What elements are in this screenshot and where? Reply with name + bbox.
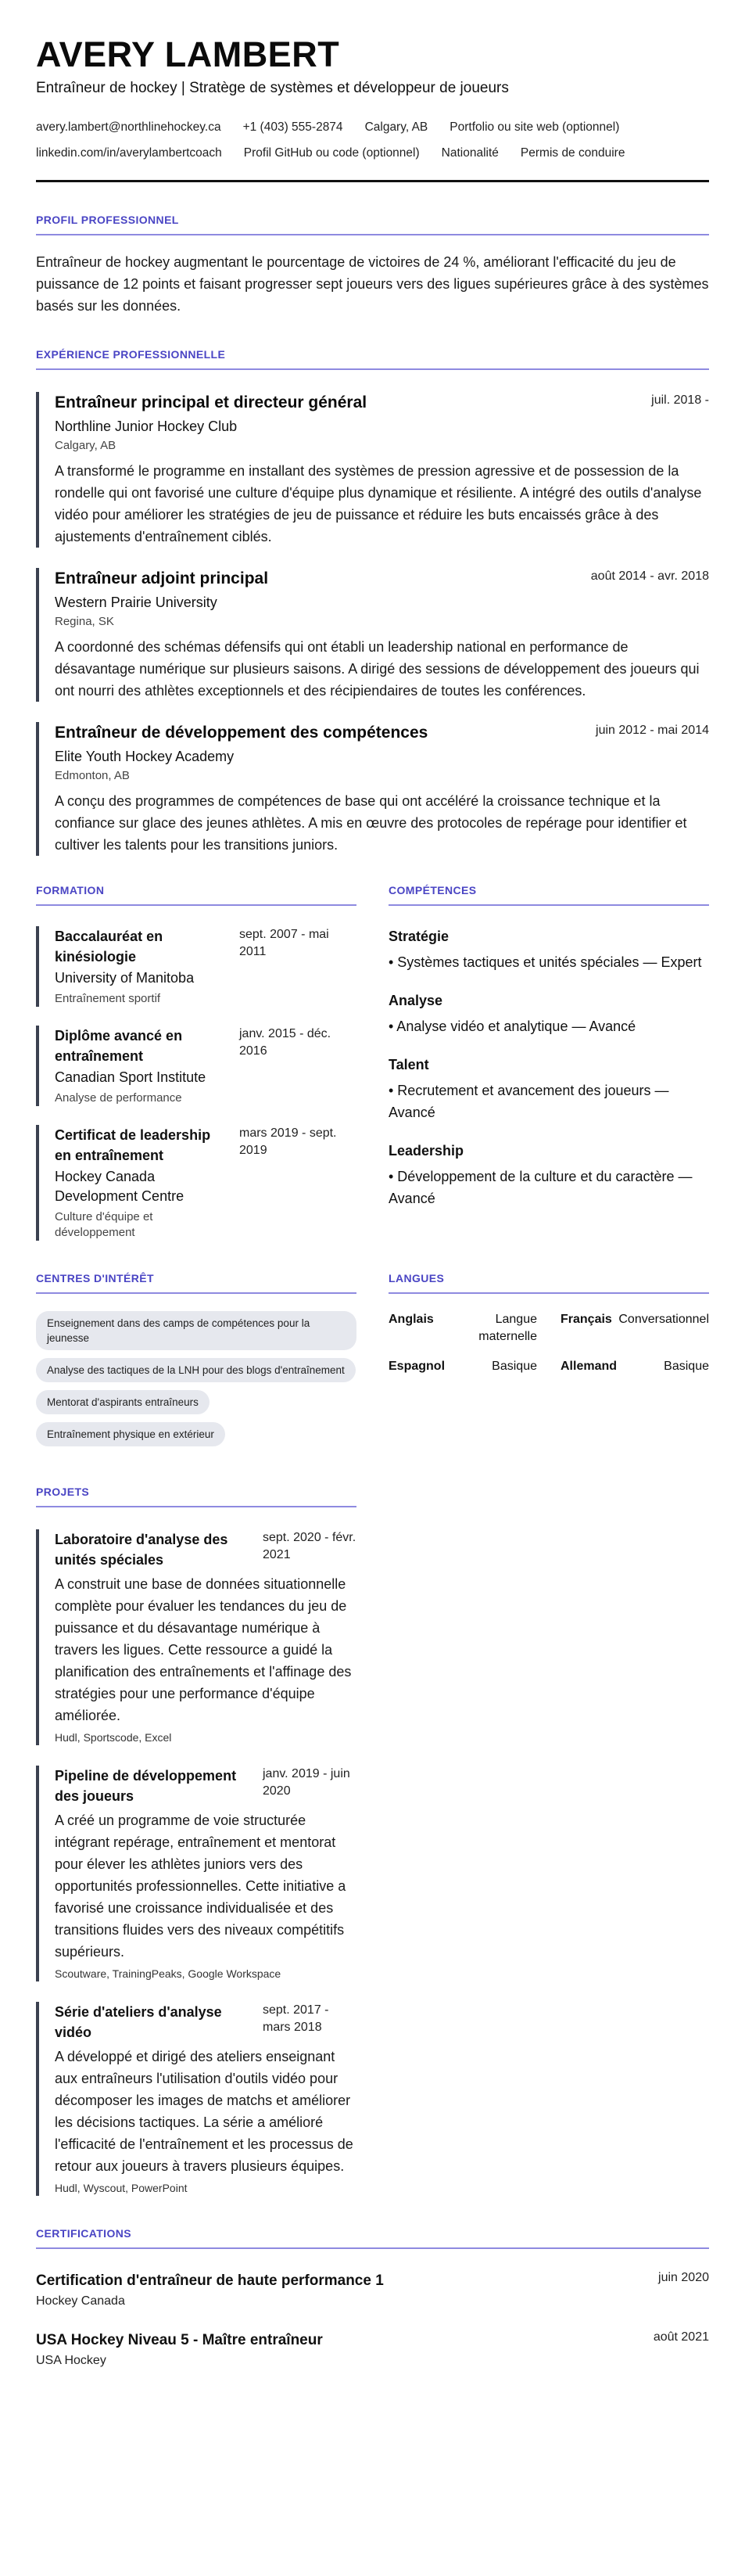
job-description: A coordonné des schémas défensifs qui ont établi un leadership national en performance de désavantage numérique sur plusieurs saisons. A dirigé des sessions de développement des joueurs qui ont nourri des athlètes exceptionnels et des récipiendaires de toutes les conférences. <box>55 639 700 699</box>
languages-section <box>389 1272 709 1454</box>
field-of-study: Entraînement sportif <box>55 992 161 1005</box>
certification-title: USA Hockey Niveau 5 - Maître entraîneur <box>36 2332 323 2348</box>
language-entry <box>561 1311 709 1345</box>
project-entry <box>36 1529 356 1745</box>
contact-email[interactable]: avery.lambert@northlinehockey.ca <box>36 120 221 134</box>
interest-tag: Mentorat d'aspirants entraîneurs <box>36 1390 210 1414</box>
section-title: PROFIL PROFESSIONNEL <box>36 214 709 235</box>
degree-title: Baccalauréat en kinésiologie <box>55 929 163 965</box>
project-entry <box>36 2002 356 2196</box>
project-title: Pipeline de développement des joueurs <box>55 1768 237 1804</box>
job-dates: août 2014 - avr. 2018 <box>590 569 709 583</box>
project-description: A développé et dirigé des ateliers enseignant aux entraîneurs l'utilisation d'outils vidéo pour décomposer les images de matchs et améliorer les décisions tactiques. La série a amélioré l'efficacité de l'entraînement et les processus de retour aux joueurs à travers plusieurs équipes. <box>55 2049 353 2174</box>
certification-date: août 2021 <box>653 2330 709 2344</box>
project-dates: janv. 2019 - juin 2020 <box>263 1767 350 1798</box>
job-dates: juil. 2018 - <box>651 393 709 407</box>
job-title: Entraîneur principal et directeur général <box>55 393 367 411</box>
education-section <box>36 884 356 1241</box>
interest-tag: Enseignement dans des camps de compétences pour la jeunesse <box>36 1311 356 1350</box>
summary-text: Entraîneur de hockey augmentant le pourcentage de victoires de 24 %, améliorant l'efficacité du jeu de puissance de 12 points et faisant progresser sept joueurs vers des ligues supérieures grâce à des systèmes basés sur les données. <box>36 254 709 314</box>
summary-section <box>36 214 709 317</box>
degree-title: Diplôme avancé en entraînement <box>55 1028 183 1064</box>
projects-section <box>36 1486 356 2196</box>
education-entry <box>36 1026 356 1106</box>
skill-category: Talent <box>389 1057 429 1072</box>
language-level: Langue maternelle <box>478 1313 537 1343</box>
skill-item: • Analyse vidéo et analytique — Avancé <box>389 1019 636 1034</box>
skill-group <box>389 1054 709 1123</box>
candidate-headline: Entraîneur de hockey | Stratège de systèmes et développeur de joueurs <box>36 80 509 96</box>
job-description: A conçu des programmes de compétences de base qui ont accéléré la croissance technique et la confiance sur glace des jeunes athlètes. A mis en œuvre des protocoles de repérage pour identifier et cultiver les talents pour les transitions juniors. <box>55 793 687 853</box>
interest-tag: Analyse des tactiques de la LNH pour des blogs d'entraînement <box>36 1358 356 1382</box>
school-name: Canadian Sport Institute <box>55 1069 206 1085</box>
section-title: CENTRES D'INTÉRÊT <box>36 1272 356 1294</box>
language-entry <box>389 1311 537 1345</box>
interest-tags <box>36 1311 356 1454</box>
education-dates: janv. 2015 - déc. 2016 <box>239 1027 331 1058</box>
certification-entry <box>36 2271 709 2310</box>
language-entry <box>389 1358 537 1375</box>
skill-item: • Systèmes tactiques et unités spéciales — Expert <box>389 954 702 970</box>
skills-section <box>389 884 709 1241</box>
contact-linkedin[interactable]: linkedin.com/in/averylambertcoach <box>36 146 222 160</box>
job-location: Calgary, AB <box>55 439 116 452</box>
section-title: CERTIFICATIONS <box>36 2227 709 2249</box>
job-company: Northline Junior Hockey Club <box>55 419 238 434</box>
project-description: A construit une base de données situationnelle complète pour évaluer les tendances du jeu de puissance et du désavantage numérique à travers les ligues. Cette ressource a guidé la planification des entraînements et l'affinage des stratégies pour une performance d'équipe améliorée. <box>55 1576 352 1723</box>
job-description: A transformé le programme en installant des systèmes de pression agressive et de possession de la rondelle qui ont favorisé une culture d'équipe plus dynamique et résiliente. A intégré des outils d'analyse vidéo pour améliorer les stratégies de jeu de puissance et réduire les buts encaissés grâce à des ajustements d'entraînement ciblés. <box>55 463 702 544</box>
skill-item: • Recrutement et avancement des joueurs — Avancé <box>389 1083 669 1120</box>
project-tools: Hudl, Sportscode, Excel <box>55 1731 172 1744</box>
certification-issuer: Hockey Canada <box>36 2294 125 2308</box>
project-title: Série d'ateliers d'analyse vidéo <box>55 2004 222 2040</box>
skill-group <box>389 926 709 973</box>
language-name: Anglais <box>389 1313 434 1326</box>
skill-group <box>389 990 709 1037</box>
job-company: Elite Youth Hockey Academy <box>55 749 235 764</box>
header-divider <box>36 180 709 182</box>
project-title: Laboratoire d'analyse des unités spéciales <box>55 1532 228 1568</box>
job-location: Edmonton, AB <box>55 769 130 782</box>
education-entry <box>36 1125 356 1241</box>
language-entry <box>561 1358 709 1375</box>
project-dates: sept. 2017 - mars 2018 <box>263 2003 329 2034</box>
job-entry <box>36 568 709 702</box>
skill-group <box>389 1141 709 1209</box>
job-location: Regina, SK <box>55 615 114 628</box>
project-entry <box>36 1766 356 1981</box>
contact-info <box>36 114 685 166</box>
language-name: Français <box>561 1313 612 1326</box>
candidate-name: AVERY LAMBERT <box>36 34 340 74</box>
education-dates: mars 2019 - sept. 2019 <box>239 1126 337 1157</box>
certification-issuer: USA Hockey <box>36 2354 106 2367</box>
language-name: Espagnol <box>389 1360 446 1373</box>
certification-entry <box>36 2330 709 2369</box>
project-tools: Hudl, Wyscout, PowerPoint <box>55 2182 188 2194</box>
field-of-study: Culture d'équipe et développement <box>55 1210 153 1239</box>
interests-languages-row <box>36 1272 709 1454</box>
school-name: Hockey Canada Development Centre <box>55 1169 184 1204</box>
degree-title: Certificat de leadership en entraînement <box>55 1127 211 1163</box>
education-dates: sept. 2007 - mai 2011 <box>239 928 329 958</box>
job-title: Entraîneur de développement des compétences <box>55 724 428 742</box>
language-level: Basique <box>664 1360 709 1373</box>
contact-portfolio[interactable]: Portfolio ou site web (optionnel) <box>450 120 620 134</box>
resume-header <box>36 34 709 182</box>
school-name: University of Manitoba <box>55 970 195 986</box>
language-level: Basique <box>492 1360 537 1373</box>
job-title: Entraîneur adjoint principal <box>55 569 269 587</box>
section-title: EXPÉRIENCE PROFESSIONNELLE <box>36 348 709 370</box>
language-name: Allemand <box>561 1360 618 1373</box>
contact-license: Permis de conduire <box>520 146 625 160</box>
language-grid <box>389 1311 709 1375</box>
skill-item: • Développement de la culture et du caractère — Avancé <box>389 1169 693 1206</box>
certifications-section <box>36 2227 709 2369</box>
certification-title: Certification d'entraîneur de haute performance 1 <box>36 2272 384 2289</box>
education-entry <box>36 926 356 1007</box>
job-company: Western Prairie University <box>55 595 217 610</box>
section-title: FORMATION <box>36 884 356 906</box>
skill-category: Analyse <box>389 993 443 1008</box>
education-skills-row <box>36 884 709 1241</box>
section-title: LANGUES <box>389 1272 709 1294</box>
interest-tag: Entraînement physique en extérieur <box>36 1422 225 1446</box>
project-dates: sept. 2020 - févr. 2021 <box>263 1531 356 1561</box>
project-description: A créé un programme de voie structurée intégrant repérage, entraînement et mentorat pour élever les athlètes juniors vers des opportunités professionnelles. Cette initiative a favorisé une croissance individualisée et des transitions fluides vers des niveaux compétitifs supérieurs. <box>55 1813 346 1960</box>
section-title: COMPÉTENCES <box>389 884 709 906</box>
job-entry <box>36 722 709 856</box>
certification-date: juin 2020 <box>658 2271 709 2284</box>
contact-location: Calgary, AB <box>364 120 428 134</box>
field-of-study: Analyse de performance <box>55 1091 182 1105</box>
language-level: Conversationnel <box>618 1313 709 1326</box>
interests-section <box>36 1272 356 1454</box>
skill-category: Stratégie <box>389 929 450 944</box>
experience-section <box>36 348 709 856</box>
contact-github[interactable]: Profil GitHub ou code (optionnel) <box>243 146 420 160</box>
job-dates: juin 2012 - mai 2014 <box>596 724 709 737</box>
job-entry <box>36 392 709 548</box>
skill-category: Leadership <box>389 1143 464 1159</box>
contact-nationality: Nationalité <box>441 146 499 160</box>
section-title: PROJETS <box>36 1486 356 1507</box>
contact-phone[interactable]: +1 (403) 555-2874 <box>242 120 343 134</box>
project-tools: Scoutware, TrainingPeaks, Google Workspace <box>55 1967 281 1980</box>
